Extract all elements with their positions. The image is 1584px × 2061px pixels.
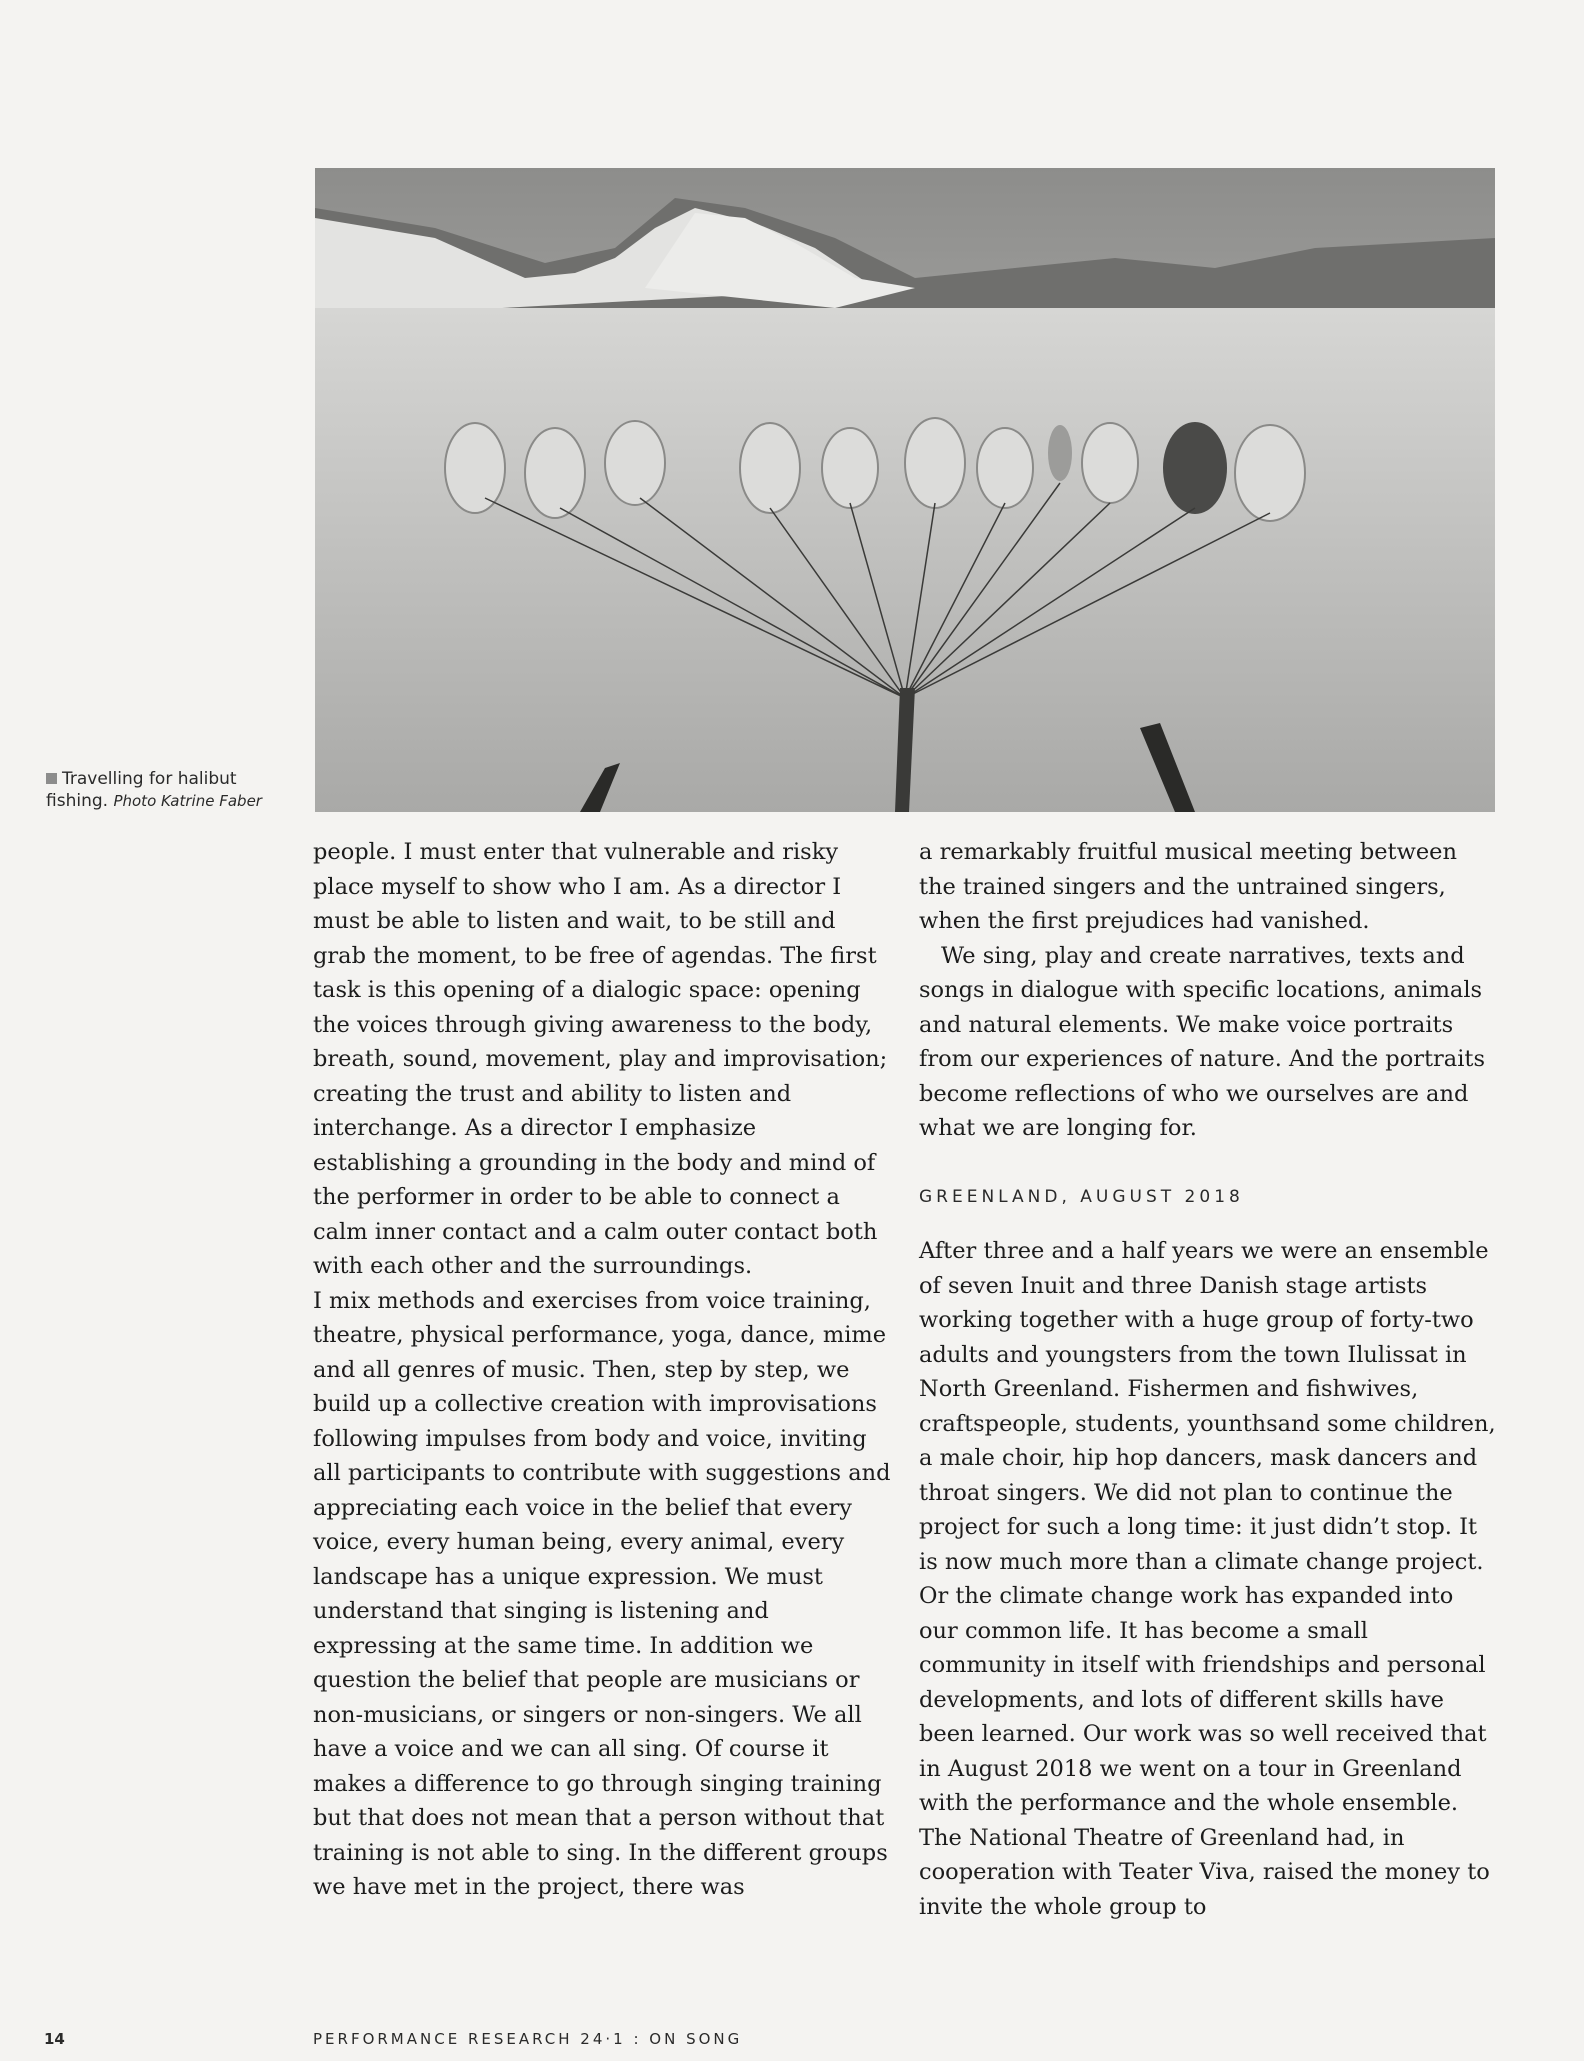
right-paragraph-3: After three and a half years we were an ensemble of seven Inuit and three Danish stage artists working together with a huge group of forty-two adults and youngsters from the town Ilulissat in North Greenland. Fishermen and fishwives, craftspeople, students, younthsand some children, a male choir, hip hop dancers, mask dancers and throat singers. We did not plan to continue the project for such a long time: it just didn’t stop. It is now much more than a climate change project. Or the climate change work has expanded into our common life. It has become a small community in itself with friendships and personal developments, and lots of different skills have been learned. Our work was so well received that in August 2018 we went on a tour in Greenland with the performance and the whole ensemble. The National Theatre of Greenland had, in cooperation with Teater Viva, raised the money to invite the whole group to bbox=[919, 1238, 1496, 1920]
left-column bbox=[313, 835, 893, 1905]
right-paragraph-1: a remarkably fruitful musical meeting between the trained singers and the untrained singers, when the first prejudices had vanished. bbox=[919, 839, 1457, 934]
caption-text: Travelling for halibut fishing. bbox=[46, 769, 237, 811]
section-heading: GREENLAND, AUGUST 2018 bbox=[919, 1186, 1244, 1207]
right-paragraph-2: We sing, play and create narratives, texts and songs in dialogue with specific locations, animals and natural elements. We make voice portraits from our experiences of nature. And the portraits become reflections of who we ourselves are and what we are longing for. bbox=[919, 942, 1485, 1141]
sled-dogs-photo bbox=[315, 168, 1495, 812]
left-paragraph-2: I mix methods and exercises from voice training, theatre, physical performance, yoga, dance, mime and all genres of music. Then, step by step, we build up a collective creation with improvisations following impulses from body and voice, inviting all participants to contribute with suggestions and appreciating each voice in the belief that every voice, every human being, every animal, every landscape has a unique expression. We must understand that singing is listening and expressing at the same time. In addition we question the belief that people are musicians or non-musicians, or singers or non-singers. We all have a voice and we can all sing. Of course it makes a difference to go through singing training but that does not mean that a person without that training is not able to sing. In the different groups we have met in the project, there was bbox=[313, 1287, 891, 1900]
running-title: PERFORMANCE RESEARCH 24·1 : ON SONG bbox=[313, 2030, 743, 2048]
page-number: 14 bbox=[44, 2030, 65, 2048]
photo-caption bbox=[46, 768, 266, 812]
left-paragraph-1: people. I must enter that vulnerable and risky place myself to show who I am. As a director I must be able to listen and wait, to be still and grab the moment, to be free of agendas. The first task is this opening of a dialogic space: opening the voices through giving awareness to the body, breath, sound, movement, play and improvisation; creating the trust and ability to listen and interchange. As a director I emphasize establishing a grounding in the body and mind of the performer in order to be able to connect a calm inner contact and a calm outer contact both with each other and the surroundings. bbox=[313, 839, 888, 1279]
photo-illustration bbox=[315, 168, 1495, 812]
caption-marker-icon bbox=[46, 773, 57, 784]
caption-credit: Photo Katrine Faber bbox=[113, 792, 262, 810]
right-column bbox=[919, 835, 1499, 1924]
